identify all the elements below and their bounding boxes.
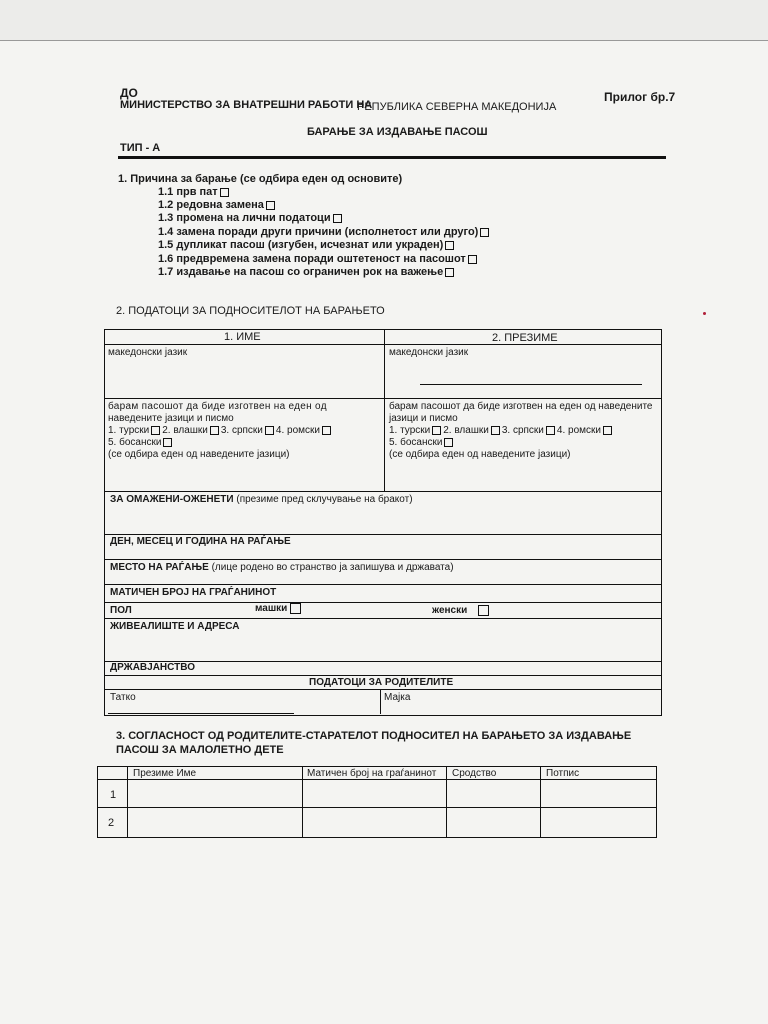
dob-field[interactable]: ДЕН, МЕСЕЦ И ГОДИНА НА РАЃАЊЕ: [110, 536, 291, 547]
parents-heading: ПОДАТОЦИ ЗА РОДИТЕЛИТЕ: [309, 677, 454, 688]
header-rule: [118, 156, 666, 159]
sex-label: ПОЛ: [110, 605, 132, 616]
reason-item[interactable]: 1.5 дупликат пасош (изгубен, исчезнат или украден): [158, 239, 456, 251]
checkbox[interactable]: [151, 426, 160, 435]
reason-item[interactable]: 1.4 замена поради други причини (исполнетост или друго): [158, 226, 491, 238]
sex-female-option[interactable]: женски: [432, 605, 489, 617]
form-title: БАРАЊЕ ЗА ИЗДАВАЊЕ ПАСОШ: [307, 126, 488, 138]
checkbox[interactable]: [210, 426, 219, 435]
checkbox[interactable]: [266, 201, 275, 210]
name-lang-request: барам пасошот да биде изготвен на еден од наведените јазици и писмо 1. турски 2. влашки 3. српски 4. ромски 5. босански (се одбира еден од наведените јазици): [108, 401, 380, 461]
form-type: ТИП - А: [120, 142, 161, 154]
residence-field[interactable]: ЖИВЕАЛИШТЕ И АДРЕСА: [110, 621, 240, 632]
pob-field[interactable]: МЕСТО НА РАЃАЊЕ (лице родено во странство ја запишува и државата): [110, 562, 454, 573]
female-checkbox[interactable]: [478, 605, 489, 616]
checkbox[interactable]: [333, 214, 342, 223]
reason-item[interactable]: 1.6 предвремена замена поради оштетеност на пасошот: [158, 253, 479, 265]
surname-underline: [420, 384, 642, 385]
checkbox[interactable]: [163, 438, 172, 447]
checkbox[interactable]: [220, 188, 229, 197]
section2-heading: 2. ПОДАТОЦИ ЗА ПОДНОСИТЕЛОТ НА БАРАЊЕТО: [116, 305, 385, 317]
id-number-field[interactable]: МАТИЧЕН БРОЈ НА ГРАЃАНИНОТ: [110, 587, 277, 598]
name-mk-field[interactable]: македонски јазик: [108, 347, 188, 358]
ministry-name: МИНИСТЕРСТВО ЗА ВНАТРЕШНИ РАБОТИ НА: [120, 99, 373, 111]
section1-heading: 1. Причина за барање (се одбира еден од основите): [118, 173, 403, 185]
applicant-table: [104, 329, 662, 716]
col-relation: Сродство: [452, 768, 497, 779]
scan-speck: [703, 312, 706, 315]
checkbox[interactable]: [491, 426, 500, 435]
checkbox[interactable]: [432, 426, 441, 435]
checkbox[interactable]: [468, 255, 477, 264]
col-surname-head: 2. ПРЕЗИМЕ: [492, 332, 558, 344]
surname-mk-field[interactable]: македонски јазик: [389, 347, 469, 358]
col-name-head: 1. ИМЕ: [224, 331, 261, 343]
mother-field[interactable]: Мајка: [384, 692, 411, 703]
checkbox[interactable]: [546, 426, 555, 435]
col-signature: Потпис: [546, 768, 580, 779]
section3-heading: 3. СОГЛАСНОСТ ОД РОДИТЕЛИТЕ-СТАРАТЕЛОТ ПОДНОСИТЕЛ НА БАРАЊЕТО ЗА ИЗДАВАЊЕ ПАСОШ ЗА МАЛОЛЕТНО ДЕТЕ: [116, 730, 632, 756]
checkbox[interactable]: [445, 241, 454, 250]
scan-border: [0, 0, 768, 41]
annex-number: Прилог бр.7: [604, 90, 676, 104]
married-surname-field[interactable]: ЗА ОМАЖЕНИ-ОЖЕНЕТИ (презиме пред склучување на бракот): [110, 494, 413, 505]
reason-item[interactable]: 1.1 прв пат: [158, 186, 231, 198]
sex-male-option[interactable]: машки: [255, 603, 301, 615]
surname-lang-request: барам пасошот да биде изготвен на еден од наведените јазици и писмо 1. турски 2. влашки 3. српски 4. ромски 5. босански (се одбира еден од наведените јазици): [389, 401, 653, 460]
column-divider: [384, 329, 385, 491]
citizenship-field[interactable]: ДРЖАВЈАНСТВО: [110, 662, 195, 673]
father-field[interactable]: Татко: [110, 692, 136, 703]
checkbox[interactable]: [444, 438, 453, 447]
row-number: 2: [108, 817, 115, 829]
reason-item[interactable]: 1.2 редовна замена: [158, 199, 277, 211]
col-id-number: Матичен број на граѓанинот: [307, 768, 437, 779]
checkbox[interactable]: [265, 426, 274, 435]
col-fullname: Презиме Име: [133, 768, 197, 779]
male-checkbox[interactable]: [290, 603, 301, 614]
reason-item[interactable]: 1.7 издавање на пасош со ограничен рок на важење: [158, 266, 456, 278]
row-number: 1: [110, 789, 117, 801]
reason-item[interactable]: 1.3 промена на лични податоци: [158, 212, 344, 224]
checkbox[interactable]: [603, 426, 612, 435]
republic-name: РЕПУБЛИКА СЕВЕРНА МАКЕДОНИЈА: [357, 101, 557, 113]
checkbox[interactable]: [322, 426, 331, 435]
checkbox[interactable]: [480, 228, 489, 237]
checkbox[interactable]: [445, 268, 454, 277]
addressee-label: ДО: [120, 86, 138, 100]
